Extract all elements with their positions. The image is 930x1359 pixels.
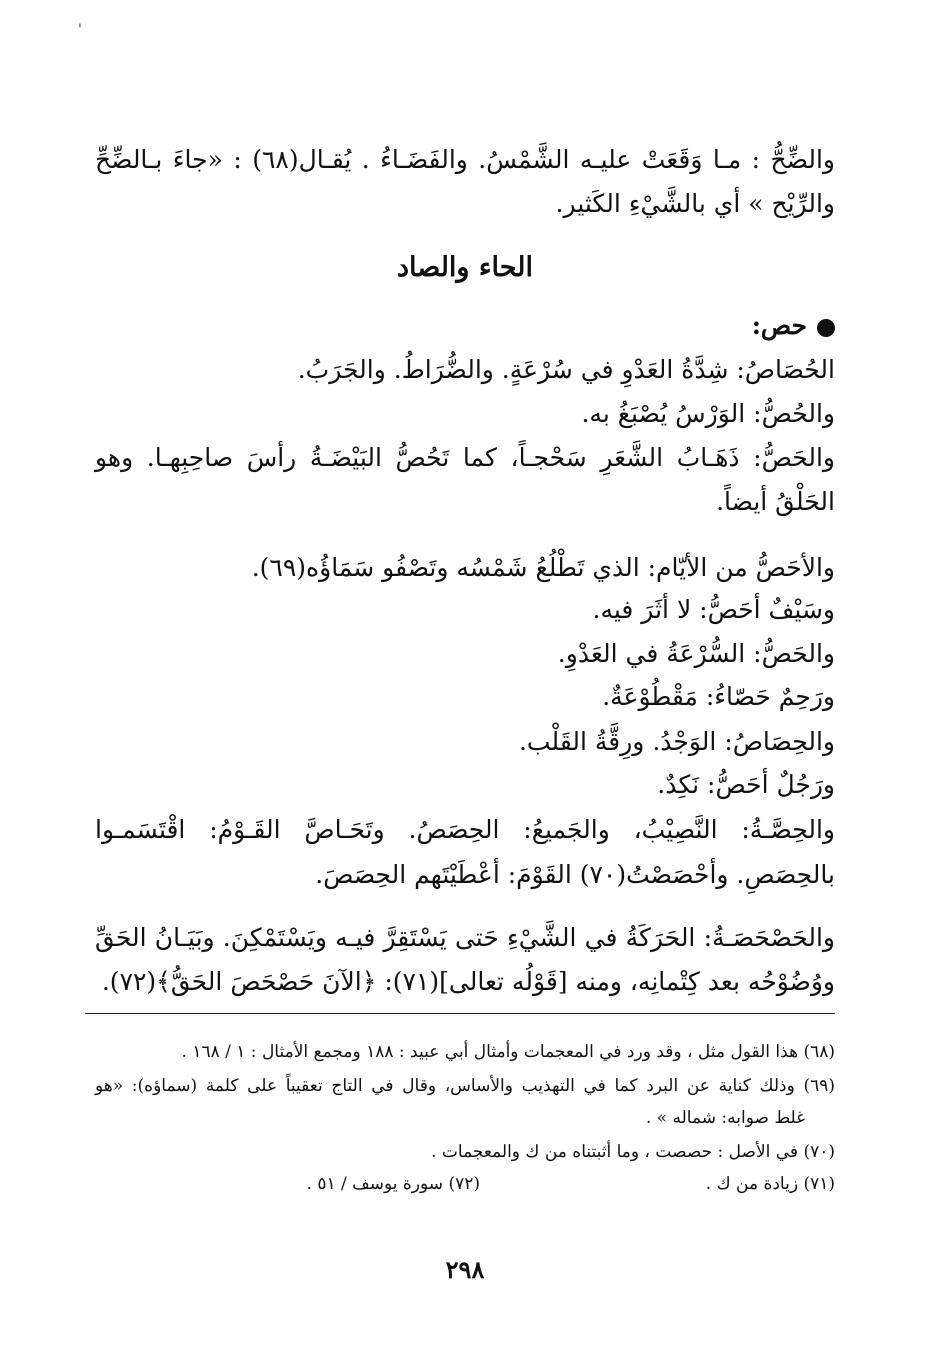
section-heading: الحاء والصاد	[397, 252, 533, 283]
text-line: الحُصَاصُ: شِدَّةُ العَدْوِ في سُرْعَةٍ. والضُّرَاطُ. والجَرَبُ.	[297, 355, 835, 384]
text-line: والحَصُّ: ذَهَـابُ الشَّعَرِ سَحْجـاً، كما تَحُصُّ البَيْضَـةُ رأسَ صاحِبِهـا. وهو	[95, 443, 835, 472]
text-line: ورَجُلٌ أحَصُّ: نَكِدٌ.	[657, 770, 835, 799]
text-line: ووُضُوْحُه بعد كِتْمانِه، ومنه [قَوْلُه تعالى](٧١): ﴿الآنَ حَصْحَصَ الحَقُّ﴾(٧٢).	[101, 967, 835, 996]
text-line: وسَيْفٌ أحَصُّ: لا أثَرَ فيه.	[592, 595, 835, 624]
page-number: ٢٩٨	[445, 1255, 485, 1284]
text-line: والحِصَاصُ: الوَجْدُ. ورِقَّةُ القَلْب.	[518, 727, 835, 756]
footnote-70: (٧٠) في الأصل : حصصت ، وما أثبتناه من ك والمعجمات .	[431, 1142, 835, 1162]
text-line: والحَصُّ: السُّرْعَةُ في العَدْوِ.	[557, 639, 835, 668]
text-line: والحِصَّـةُ: النَّصِيْبُ، والجَميعُ: الحِصَصُ. وتَحَـاصَّ القَـوْمُ: اقْتَسَمـوا	[95, 815, 835, 844]
text-line: والحَصْحَصَـةُ: الحَرَكَةُ في الشَّيْءِ حَتى يَسْتَقِرَّ فيـه ويَسْتَمْكِنَ. وبَيَـانُ الحَقِّ	[95, 923, 835, 952]
entry-root	[95, 306, 835, 346]
footnote-71: (٧١) زيادة من ك .	[705, 1174, 835, 1194]
text-line: ورَحِمٌ حَصّاءُ: مَقْطُوْعَةٌ.	[602, 682, 835, 711]
footnote-72: (٧٢) سورة يوسف / ٥١ .	[306, 1174, 480, 1194]
entry-root-label: حص:	[751, 311, 807, 340]
bullet-icon	[817, 319, 835, 337]
footnote-divider	[85, 1013, 835, 1014]
intro-line-1: والضِّحُّ : مـا وَقَعَتْ عليـه الشَّمْسُ. والفَضَـاءُ . يُقـال(٦٨) : «جاءَ بـالضِّحِّ	[95, 145, 835, 174]
footnote-row	[95, 1170, 835, 1198]
corner-mark: '	[78, 22, 82, 38]
intro-line-2: والرِّيْح » أي بالشَّيْءِ الكَثير.	[555, 189, 835, 218]
text-line: والحُصُّ: الوَرْسُ يُصْبَغُ به.	[581, 399, 835, 428]
text-line: بالحِصَصِ. وأحْصَصْتُ(٧٠) القَوْمَ: أعْطَيْتَهم الحِصَصَ.	[315, 860, 835, 889]
text-line: الحَلْقُ أيضاً.	[716, 487, 835, 516]
footnote-69: (٦٩) وذلك كناية عن البرد كما في التهذيب والأساس، وقال في التاج تعقيباً على كلمة (سماؤه): «هو	[95, 1076, 835, 1096]
footnote-69-cont: غلط صوابه: شماله » .	[645, 1108, 805, 1128]
text-line: والأحَصُّ من الأيّام: الذي تَطْلُعُ شَمْسُه وتَصْفُو سَمَاؤُه(٦٩).	[251, 553, 835, 582]
footnote-68: (٦٨) هذا القول مثل ، وقد ورد في المعجمات وأمثال أبي عبيد : ١٨٨ ومجمع الأمثال : ١ / ١٦٨ .	[181, 1042, 835, 1062]
